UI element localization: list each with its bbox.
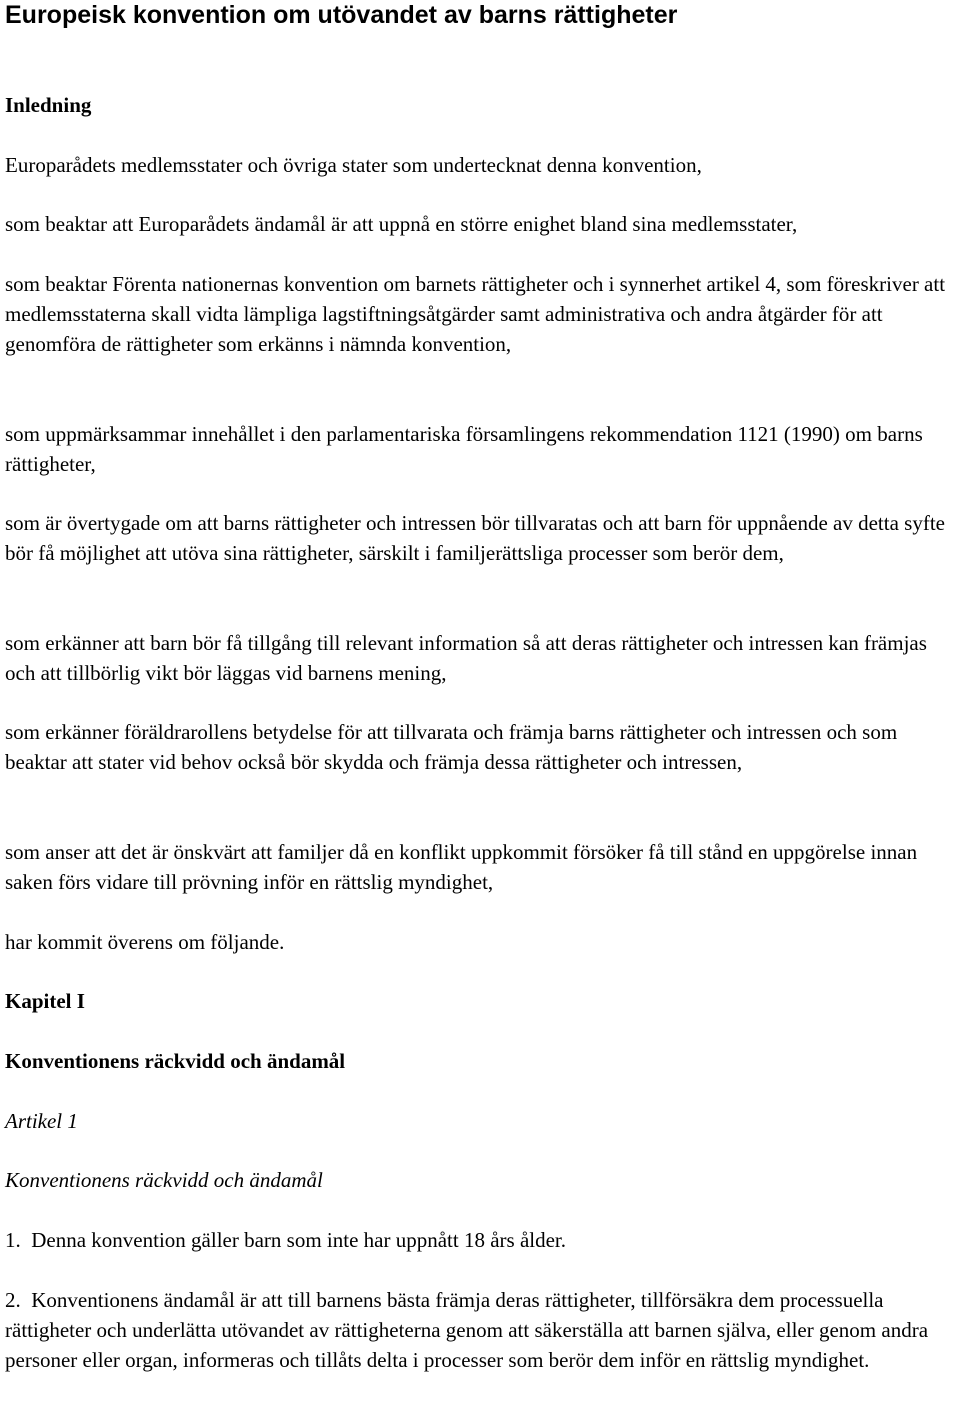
preamble-paragraph-1: Europarådets medlemsstater och övriga stater som undertecknat denna konvention, <box>5 153 702 177</box>
document-title: Europeisk konvention om utövandet av barns rättigheter <box>5 1 678 29</box>
preamble-paragraph-3: som beaktar Förenta nationernas konvention om barnets rättigheter och i synnerhet artikel 4, som föreskriver att medlemsstaterna skall vidta lämpliga lagstiftningsåtgärder samt administrativa och andra åtgärder för att genomföra de rättigheter som erkänns i nämnda konvention, <box>5 272 946 356</box>
preamble-paragraph-6: som erkänner att barn bör få tillgång till relevant information så att deras rättigheter och intressen kan främjas och att tillbörlig vikt bör läggas vid barnens mening, <box>5 631 927 685</box>
chapter-label: Kapitel I <box>5 989 85 1013</box>
preamble-paragraph-8: som anser att det är önskvärt att familjer då en konflikt uppkommit försöker få till stånd en uppgörelse innan saken förs vidare till prövning inför en rättslig myndighet, <box>5 840 918 894</box>
preamble-paragraph-4: som uppmärksammar innehållet i den parlamentariska församlingens rekommendation 1121 (1990) om barns rättigheter, <box>5 422 923 476</box>
intro-heading: Inledning <box>5 93 92 117</box>
chapter-title: Konventionens räckvidd och ändamål <box>5 1049 346 1073</box>
article-item-1: 1. Denna konvention gäller barn som inte har uppnått 18 års ålder. <box>5 1228 567 1252</box>
article-title: Konventionens räckvidd och ändamål <box>5 1168 323 1192</box>
preamble-paragraph-2: som beaktar att Europarådets ändamål är att uppnå en större enighet bland sina medlemsstater, <box>5 212 798 236</box>
article-item-2: 2. Konventionens ändamål är att till barnens bästa främja deras rättigheter, tillförsäkra dem processuella rättigheter och underlätta utövandet av rättigheterna genom att säkerställa att barnen själva, eller genom andra personer eller organ, informeras och tillåts delta i processer som berör dem inför en rättslig myndighet. <box>5 1288 934 1372</box>
preamble-paragraph-5: som är övertygade om att barns rättigheter och intressen bör tillvaratas och att barn för uppnående av detta syfte bör få möjlighet att utöva sina rättigheter, särskilt i familjerättsliga processer som berör dem, <box>5 511 945 565</box>
preamble-closing: har kommit överens om följande. <box>5 930 285 954</box>
article-label: Artikel 1 <box>5 1109 78 1133</box>
preamble-paragraph-7: som erkänner föräldrarollens betydelse för att tillvarata och främja barns rättigheter och intressen och som beaktar att stater vid behov också bör skydda och främja dessa rättigheter och intressen, <box>5 720 898 774</box>
